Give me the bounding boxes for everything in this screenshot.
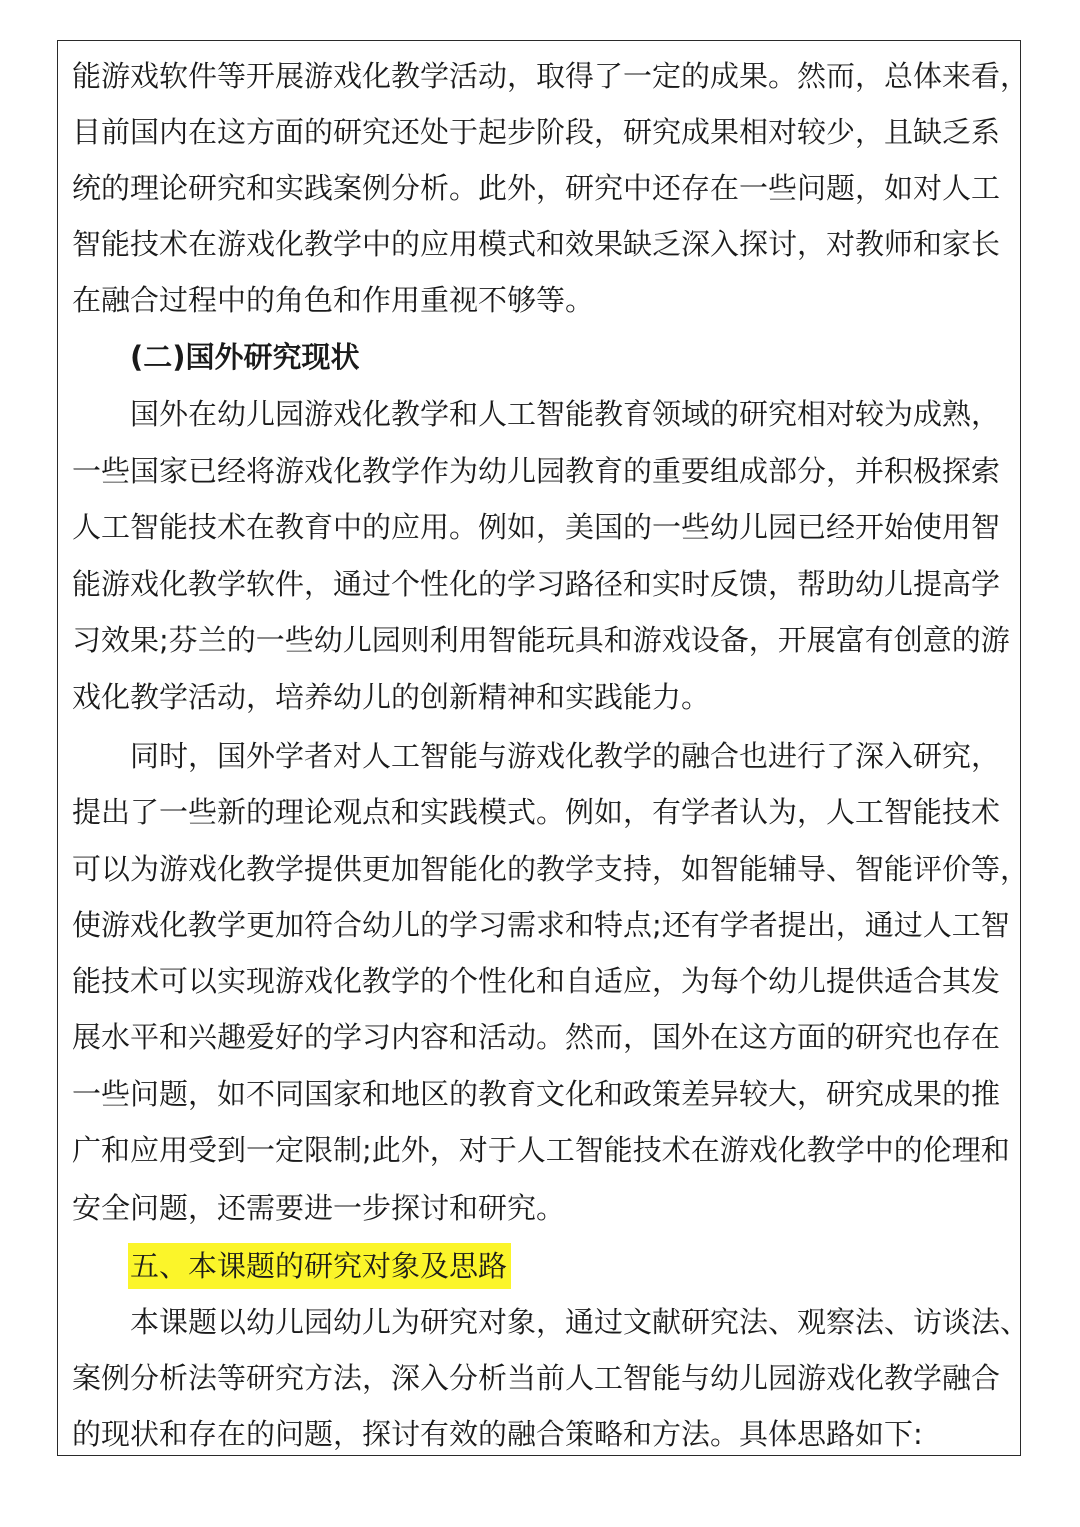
text-line: 戏化教学活动，培养幼儿的创新精神和实践能力。 [72,680,711,714]
text-line: 提出了一些新的理论观点和实践模式。例如，有学者认为，人工智能技术 [72,795,1001,829]
text-line: 同时，国外学者对人工智能与游戏化教学的融合也进行了深入研究， [130,739,1001,773]
text-line: 的现状和存在的问题，探讨有效的融合策略和方法。具体思路如下: [72,1417,923,1451]
text-line: 安全问题，还需要进一步探讨和研究。 [72,1191,566,1225]
section-heading-foreign-research: (二)国外研究现状 [130,340,360,374]
text-line: 使游戏化教学更加符合幼儿的学习需求和特点;还有学者提出，通过人工智 [72,908,1010,942]
text-line: 智能技术在游戏化教学中的应用模式和效果缺乏深入探讨，对教师和家长 [72,227,1001,261]
text-line: 统的理论研究和实践案例分析。此外，研究中还存在一些问题，如对人工 [72,171,1001,205]
text-line: 目前国内在这方面的研究还处于起步阶段，研究成果相对较少，且缺乏系 [72,115,1001,149]
text-line: 人工智能技术在教育中的应用。例如，美国的一些幼儿园已经开始使用智 [72,510,1001,544]
text-line: 可以为游戏化教学提供更加智能化的教学支持，如智能辅导、智能评价等， [72,852,1030,886]
text-line: 一些问题，如不同国家和地区的教育文化和政策差异较大，研究成果的推 [72,1077,1001,1111]
highlighted-heading: 五、本课题的研究对象及思路 [128,1243,511,1289]
text-line: 能游戏软件等开展游戏化教学活动，取得了一定的成果。然而，总体来看， [72,59,1030,93]
text-line: 国外在幼儿园游戏化教学和人工智能教育领域的研究相对较为成熟， [130,397,1001,431]
section-heading-research-object [128,1238,511,1294]
text-line: 能技术可以实现游戏化教学的个性化和自适应，为每个幼儿提供适合其发 [72,964,1001,998]
text-line: 一些国家已经将游戏化教学作为幼儿园教育的重要组成部分，并积极探索 [72,454,1001,488]
text-line: 本课题以幼儿园幼儿为研究对象，通过文献研究法、观察法、访谈法、 [130,1305,1030,1339]
text-line: 在融合过程中的角色和作用重视不够等。 [72,283,595,317]
text-line: 案例分析法等研究方法，深入分析当前人工智能与幼儿园游戏化教学融合 [72,1361,1001,1395]
text-line: 能游戏化教学软件，通过个性化的学习路径和实时反馈，帮助幼儿提高学 [72,567,1001,601]
text-line: 展水平和兴趣爱好的学习内容和活动。然而，国外在这方面的研究也存在 [72,1020,1001,1054]
text-line: 广和应用受到一定限制;此外，对于人工智能技术在游戏化教学中的伦理和 [72,1133,1010,1167]
text-line: 习效果;芬兰的一些幼儿园则利用智能玩具和游戏设备，开展富有创意的游 [72,623,1010,657]
